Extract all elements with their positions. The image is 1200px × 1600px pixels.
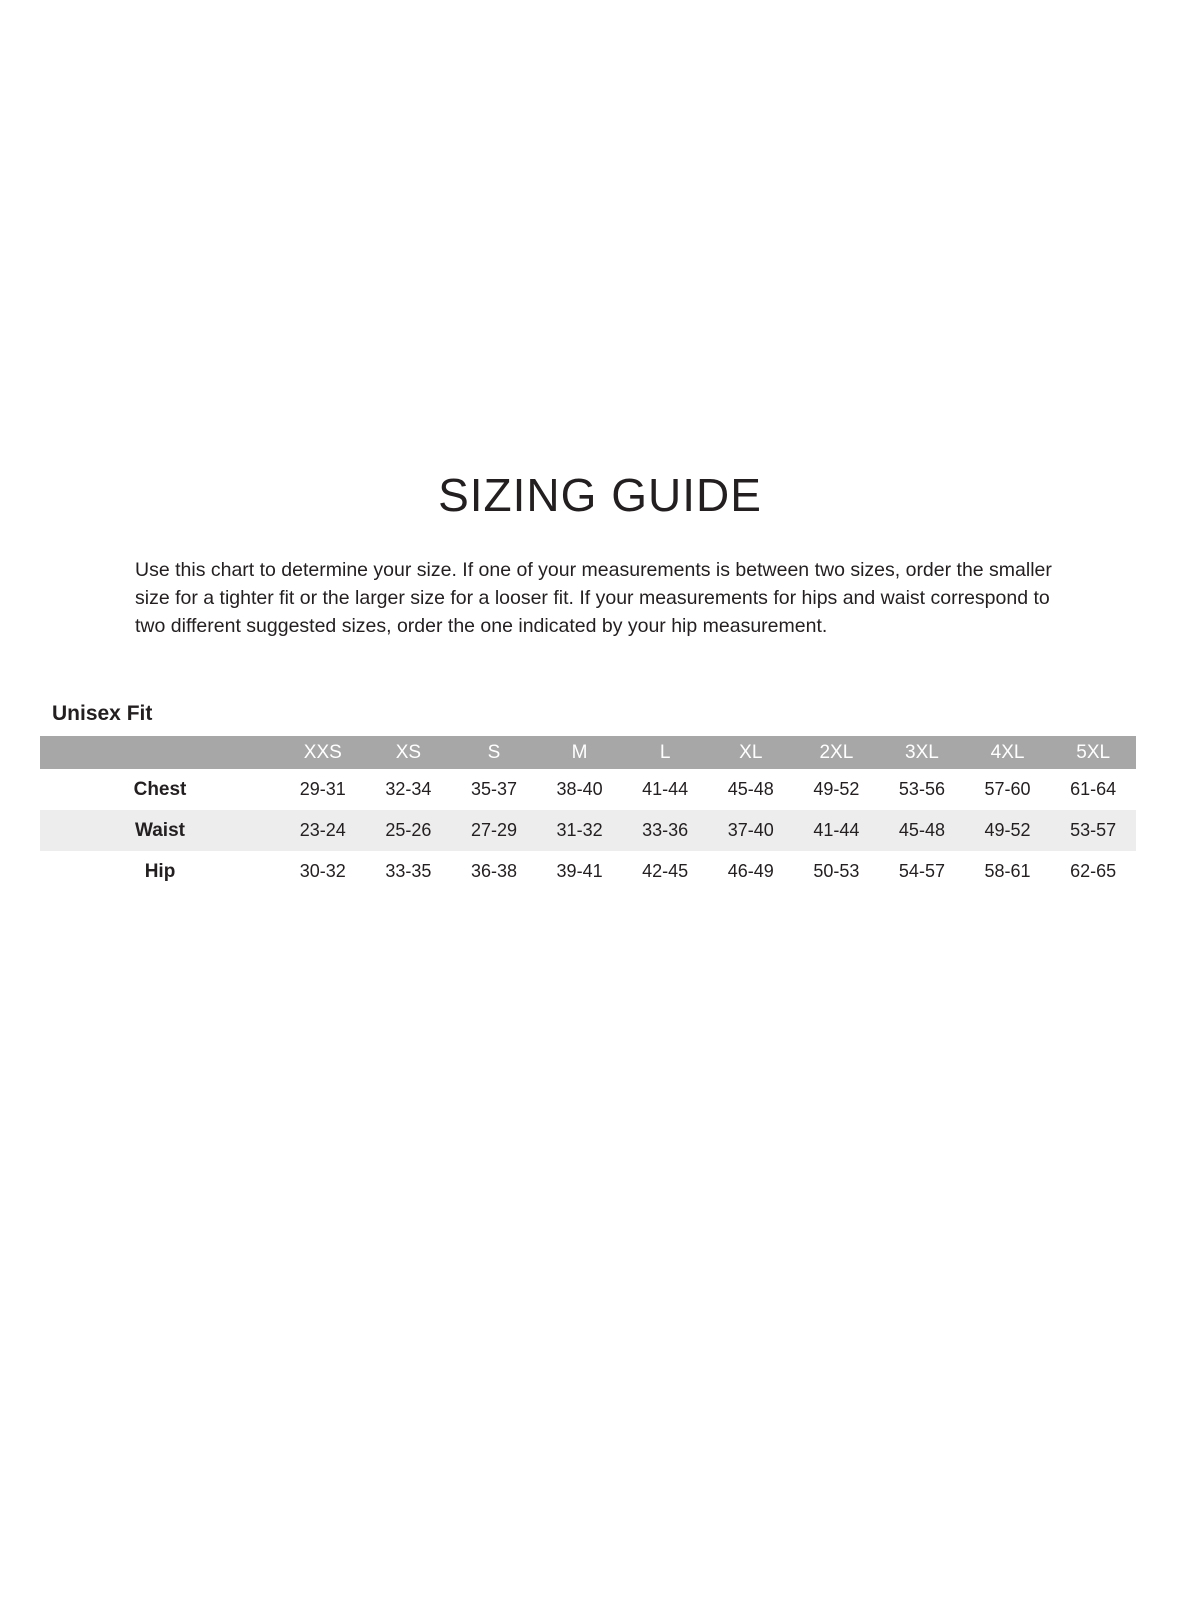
table-row-hip [40,851,1136,892]
row-label-waist: Waist [135,819,185,841]
table-cell: 39-41 [556,861,603,881]
column-header-4xl: 4XL [965,736,1051,769]
table-cell: 36-38 [470,861,517,881]
table-cell: 32-34 [385,779,432,799]
header-cell-empty [40,736,280,769]
table-cell: 58-61 [984,861,1031,881]
table-cell: 33-36 [642,820,689,840]
page-title: SIZING GUIDE [438,469,762,521]
table-header-row [40,736,1136,769]
table-cell: 27-29 [470,820,517,840]
table-cell: 41-44 [813,820,860,840]
table-cell: 62-65 [1070,861,1117,881]
table-cell: 31-32 [556,820,603,840]
column-header-xxs: XXS [280,736,366,769]
column-header-xs: XS [366,736,452,769]
table-cell: 38-40 [556,779,603,799]
table-cell: 61-64 [1070,779,1117,799]
column-header-s: S [451,736,537,769]
column-header-m: M [537,736,623,769]
table-cell: 25-26 [385,820,432,840]
table-cell: 54-57 [898,861,945,881]
section-heading-unisex-fit: Unisex Fit [52,702,153,725]
table-cell: 30-32 [299,861,346,881]
table-cell: 49-52 [984,820,1031,840]
size-table [40,736,1136,892]
table-cell: 35-37 [470,779,517,799]
table-cell: 29-31 [299,779,346,799]
table-cell: 53-56 [898,779,945,799]
table-cell: 50-53 [813,861,860,881]
table-row-waist [40,810,1136,851]
table-cell: 45-48 [727,779,774,799]
table-cell: 37-40 [727,820,774,840]
column-header-l: L [622,736,708,769]
table-cell: 49-52 [813,779,860,799]
table-cell: 46-49 [727,861,774,881]
table-cell: 53-57 [1070,820,1117,840]
table-cell: 23-24 [299,820,346,840]
column-header-xl: XL [708,736,794,769]
row-label-chest: Chest [133,778,187,800]
table-cell: 42-45 [642,861,689,881]
table-cell: 33-35 [385,861,432,881]
table-row-chest [40,769,1136,810]
row-label-hip: Hip [144,860,176,882]
intro-text: Use this chart to determine your size. If one of your measurements is between two sizes, order the smaller size for a tighter fit or the larger size for a looser fit. If your measurements for hips and waist correspond to two different suggested sizes, order the one indicated by your hip measurement. [135,559,1052,637]
column-header-2xl: 2XL [794,736,880,769]
column-header-5xl: 5XL [1050,736,1136,769]
column-header-3xl: 3XL [879,736,965,769]
table-cell: 41-44 [642,779,689,799]
table-cell: 57-60 [984,779,1031,799]
table-cell: 45-48 [898,820,945,840]
